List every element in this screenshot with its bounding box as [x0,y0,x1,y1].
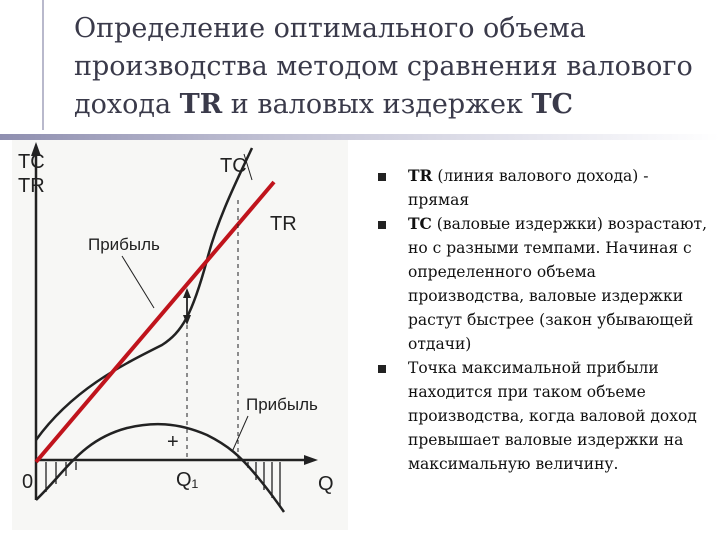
x-axis-arrow [304,455,318,465]
bullet-square-icon [378,221,386,229]
bullet-square-icon [378,173,386,181]
tr-line-label: TR [270,213,297,235]
tc-curve-label: TC [220,155,247,177]
bullet-1-bold: TR [408,166,433,185]
plus-sign: + [167,431,179,453]
title-text-2: и валовых издержек [222,89,532,120]
profit-leader-upper [122,256,154,308]
bullet-2-bold: TC [408,214,432,233]
title-side-rule [42,0,44,130]
bullet-2-text: (валовые издержки) возрастают, но с разными темпами. Начиная с определенного объема производства, валовые издержки растут быстрее (закон убывающей отдачи) [408,215,707,353]
title-text-1: Определение оптимального объема производства методом сравнения валового дохода [74,13,693,120]
tc-curve [36,148,252,440]
y-label-tr: TR [18,175,45,197]
bullet-item-max-profit [378,356,708,476]
slide-title [74,10,694,124]
origin-label: 0 [22,471,34,493]
title-tc: TC [531,89,574,120]
bullet-square-icon [378,365,386,373]
y-label-tc: TC [18,151,45,173]
profit-label-upper: Прибыль [88,235,160,254]
bullet-1-text: (линия валового дохода) - прямая [408,167,649,209]
diagram-svg [12,140,348,530]
bullet-item-tr [378,164,708,212]
optimum-label: Q₁ [176,469,199,491]
profit-curve [36,424,284,512]
title-tr: TR [179,89,223,120]
loss-hatching-left [46,462,76,492]
bullet-item-tc [378,212,708,356]
bullet-list [378,164,708,476]
tr-tc-diagram [12,140,348,530]
profit-label-lower: Прибыль [246,395,318,414]
profit-leader-lower [232,416,248,452]
x-axis-label: Q [318,473,334,495]
bullet-3-text: Точка максимальной прибыли находится при таком объеме производства, когда валовой доход превышает валовые издержки на максимальную величину. [408,359,697,473]
